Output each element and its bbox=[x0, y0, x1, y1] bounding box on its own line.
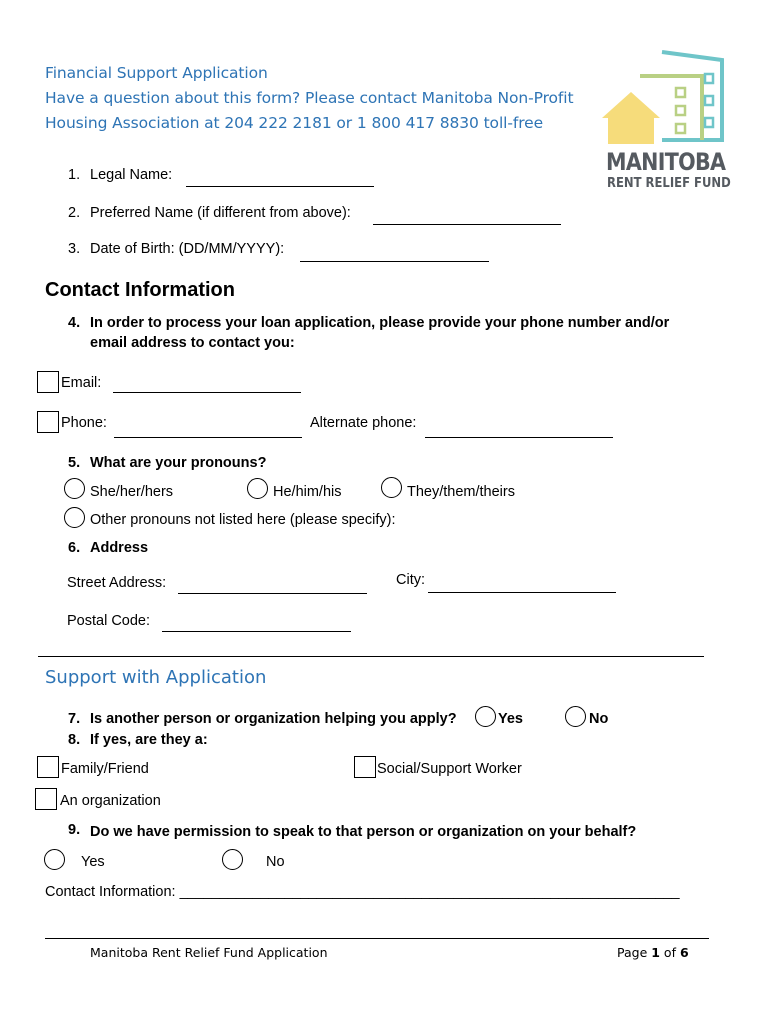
postal-code-field[interactable] bbox=[162, 631, 351, 632]
family-friend-label: Family/Friend bbox=[61, 761, 149, 777]
pronoun-she-label: She/her/hers bbox=[90, 484, 174, 500]
q5-number: 5. bbox=[68, 455, 81, 471]
q9-yes-label: Yes bbox=[81, 854, 105, 870]
preferred-name-field[interactable] bbox=[373, 224, 561, 225]
phone-checkbox[interactable] bbox=[37, 411, 59, 433]
q7-yes-label: Yes bbox=[498, 711, 523, 727]
date-of-birth-field[interactable] bbox=[300, 261, 489, 262]
logo-title: MANITOBA bbox=[606, 148, 726, 176]
q9-no-label: No bbox=[266, 854, 285, 870]
email-label: Email: bbox=[61, 375, 102, 391]
pronoun-they-label: They/them/theirs bbox=[407, 484, 515, 500]
q4-number: 4. bbox=[68, 315, 81, 331]
contact-information-heading: Contact Information bbox=[45, 279, 235, 301]
form-title: Financial Support Application bbox=[45, 64, 268, 82]
support-heading: Support with Application bbox=[45, 667, 267, 688]
q9-text: Do we have permission to speak to that person or organization on your behalf? bbox=[90, 824, 637, 840]
page-number: 1 bbox=[651, 945, 660, 960]
email-field[interactable] bbox=[113, 392, 301, 393]
section-divider bbox=[38, 656, 704, 657]
family-friend-checkbox[interactable] bbox=[37, 756, 59, 778]
q2-number: 2. bbox=[68, 205, 81, 221]
contact-note-line1: Have a question about this form? Please contact Manitoba Non-Profit bbox=[45, 89, 574, 107]
contact-information-field[interactable]: Contact Information: ______________________________________________________________ bbox=[45, 884, 680, 900]
alternate-phone-field[interactable] bbox=[425, 437, 613, 438]
footer-divider bbox=[45, 938, 709, 939]
legal-name-field[interactable] bbox=[186, 186, 374, 187]
city-label: City: bbox=[396, 572, 425, 588]
q7-text: Is another person or organization helping you apply? bbox=[90, 711, 457, 727]
social-worker-checkbox[interactable] bbox=[354, 756, 376, 778]
organization-label: An organization bbox=[60, 793, 161, 809]
q7-no-radio[interactable] bbox=[565, 706, 586, 727]
q7-yes-radio[interactable] bbox=[475, 706, 496, 727]
q8-text: If yes, are they a: bbox=[90, 732, 208, 748]
page-total: 6 bbox=[679, 945, 689, 960]
phone-field[interactable] bbox=[114, 437, 302, 438]
footer-title: Manitoba Rent Relief Fund Application bbox=[90, 945, 328, 960]
pronouns-question: What are your pronouns? bbox=[90, 455, 267, 471]
pronoun-he-label: He/him/his bbox=[273, 484, 342, 500]
q4-text-line1: In order to process your loan application, please provide your phone number and/or bbox=[90, 315, 670, 331]
postal-code-label: Postal Code: bbox=[67, 613, 151, 629]
date-of-birth-label: Date of Birth: (DD/MM/YYYY): bbox=[90, 241, 285, 257]
organization-checkbox[interactable] bbox=[35, 788, 57, 810]
q1-number: 1. bbox=[68, 167, 81, 183]
phone-label: Phone: bbox=[61, 415, 107, 431]
pronoun-other-radio[interactable] bbox=[64, 507, 85, 528]
city-field[interactable] bbox=[428, 592, 616, 593]
alternate-phone-label: Alternate phone: bbox=[310, 415, 417, 431]
q8-number: 8. bbox=[68, 732, 81, 748]
pronoun-they-radio[interactable] bbox=[381, 477, 402, 498]
pronoun-she-radio[interactable] bbox=[64, 478, 85, 499]
legal-name-label: Legal Name: bbox=[90, 167, 173, 183]
q9-no-radio[interactable] bbox=[222, 849, 243, 870]
manitoba-rent-relief-logo bbox=[598, 44, 738, 194]
street-address-field[interactable] bbox=[178, 593, 367, 594]
q4-text-line2: email address to contact you: bbox=[90, 335, 295, 351]
page-indicator bbox=[617, 945, 689, 960]
q3-number: 3. bbox=[68, 241, 81, 257]
street-address-label: Street Address: bbox=[67, 575, 167, 591]
page-prefix: Page bbox=[617, 945, 652, 960]
pronoun-other-label: Other pronouns not listed here (please specify): bbox=[90, 512, 396, 528]
q9-number: 9. bbox=[68, 822, 81, 838]
page-of: of bbox=[659, 945, 680, 960]
logo-subtitle: RENT RELIEF FUND bbox=[607, 175, 731, 191]
pronoun-he-radio[interactable] bbox=[247, 478, 268, 499]
social-worker-label: Social/Support Worker bbox=[377, 761, 522, 777]
q9-yes-radio[interactable] bbox=[44, 849, 65, 870]
contact-note-line2: Housing Association at 204 222 2181 or 1 800 417 8830 toll-free bbox=[45, 114, 544, 132]
q7-number: 7. bbox=[68, 711, 81, 727]
preferred-name-label: Preferred Name (if different from above): bbox=[90, 205, 351, 221]
address-heading: Address bbox=[90, 540, 149, 556]
email-checkbox[interactable] bbox=[37, 371, 59, 393]
q6-number: 6. bbox=[68, 540, 81, 556]
q7-no-label: No bbox=[589, 711, 609, 727]
